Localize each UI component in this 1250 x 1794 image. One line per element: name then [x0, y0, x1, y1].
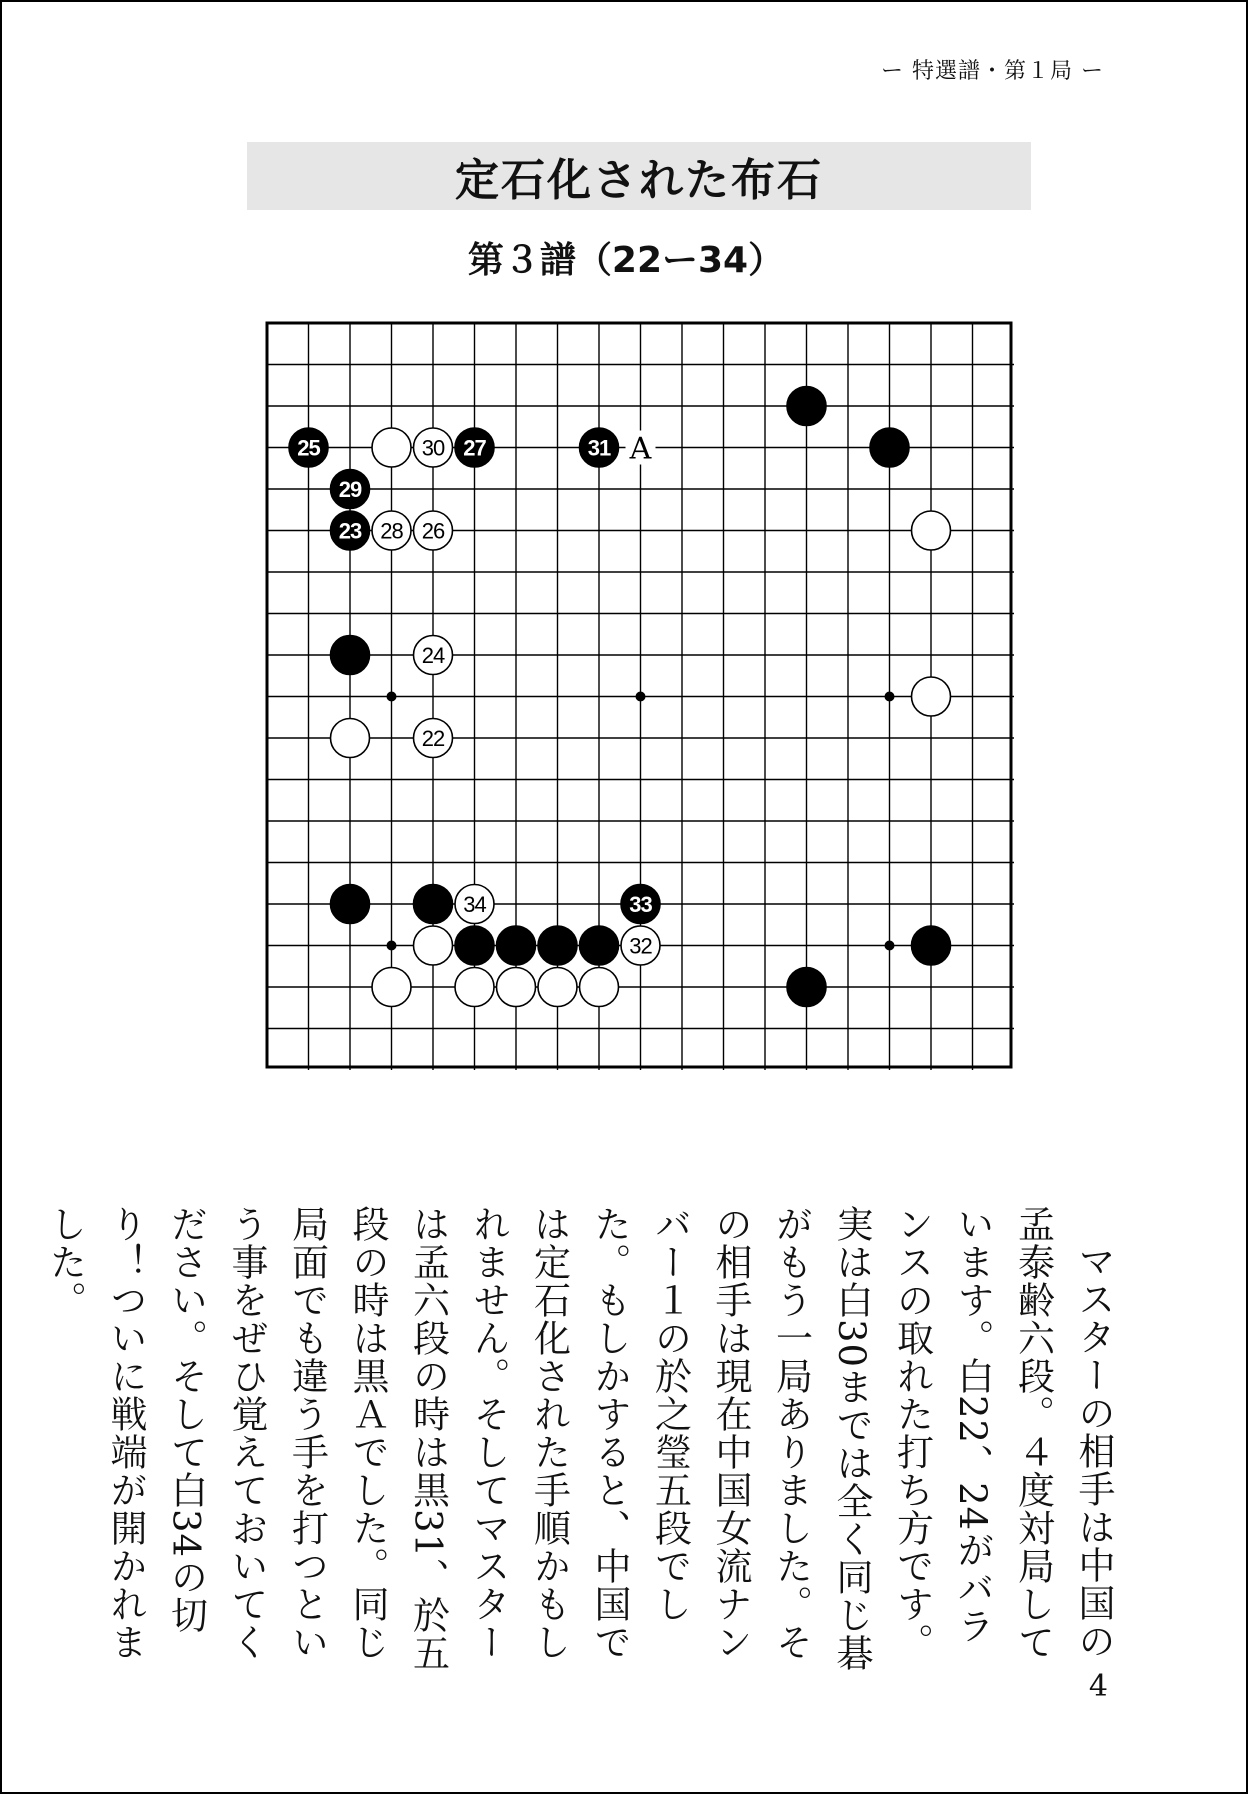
- hoshi-point: [387, 692, 397, 702]
- go-board-diagram: [264, 320, 1014, 1070]
- black-stone: [331, 885, 370, 924]
- white-stone: [538, 968, 577, 1007]
- white-stone: [912, 511, 951, 550]
- move-number: 22: [421, 726, 445, 751]
- point-label: A: [629, 431, 652, 467]
- running-head: ー 特選譜・第１局 ー: [881, 59, 1104, 84]
- hoshi-point: [885, 941, 895, 951]
- move-number: 25: [297, 435, 320, 461]
- white-stone: [372, 428, 411, 467]
- black-stone: [497, 926, 536, 965]
- white-stone: [912, 677, 951, 716]
- move-number: 33: [629, 892, 652, 917]
- white-stone: [580, 968, 619, 1007]
- move-number: 32: [629, 933, 652, 959]
- black-stone: [787, 387, 826, 426]
- move-number: 27: [463, 435, 486, 461]
- commentary-text: [43, 1205, 1123, 1675]
- black-stone: [870, 428, 909, 467]
- black-stone: [455, 926, 494, 965]
- black-stone: [787, 968, 826, 1007]
- diagram-subtitle: 第３譜（22ー34）: [467, 240, 785, 281]
- page-title: 定石化された布石: [455, 155, 823, 206]
- black-stone: [912, 926, 951, 965]
- hoshi-point: [387, 941, 397, 951]
- white-stone: [331, 719, 370, 758]
- page-number: 4: [1088, 1669, 1108, 1704]
- hoshi-point: [636, 692, 646, 702]
- white-stone: [455, 968, 494, 1007]
- black-stone: [580, 926, 619, 965]
- labels-layer: [626, 431, 656, 467]
- move-number: 24: [421, 643, 445, 668]
- move-number: 29: [338, 477, 362, 502]
- move-number: 30: [421, 435, 445, 461]
- white-stone: [372, 968, 411, 1007]
- black-stone: [538, 926, 577, 965]
- move-number: 23: [338, 518, 362, 544]
- title-bar: [247, 142, 1031, 210]
- move-number: 26: [421, 518, 445, 544]
- black-stone: [331, 636, 370, 675]
- white-stone: [414, 926, 453, 965]
- black-stone: [414, 885, 453, 924]
- move-number: 28: [380, 518, 403, 544]
- white-stone: [497, 968, 536, 1007]
- commentary-paragraph: マスターの相手は中国の孟泰齢六段。４度対局しています。白22、24がバランスの取れた打ち方です。実は白30までは全く同じ碁がもう一局ありました。その相手は現在中国女流ナンバー１の於之瑩五段でした。もしかすると、中国では定石化された手順かもしれません。そしてマスターは孟六段の時は黒31、於五段の時は黒Ａでした。同じ局面でも違う手を打つという事をぜひ覚えておいてください。そして白34の切り！ついに戦端が開かれました。: [43, 1205, 1115, 1673]
- move-number: 34: [463, 892, 486, 917]
- hoshi-point: [885, 692, 895, 702]
- move-number: 31: [587, 435, 611, 461]
